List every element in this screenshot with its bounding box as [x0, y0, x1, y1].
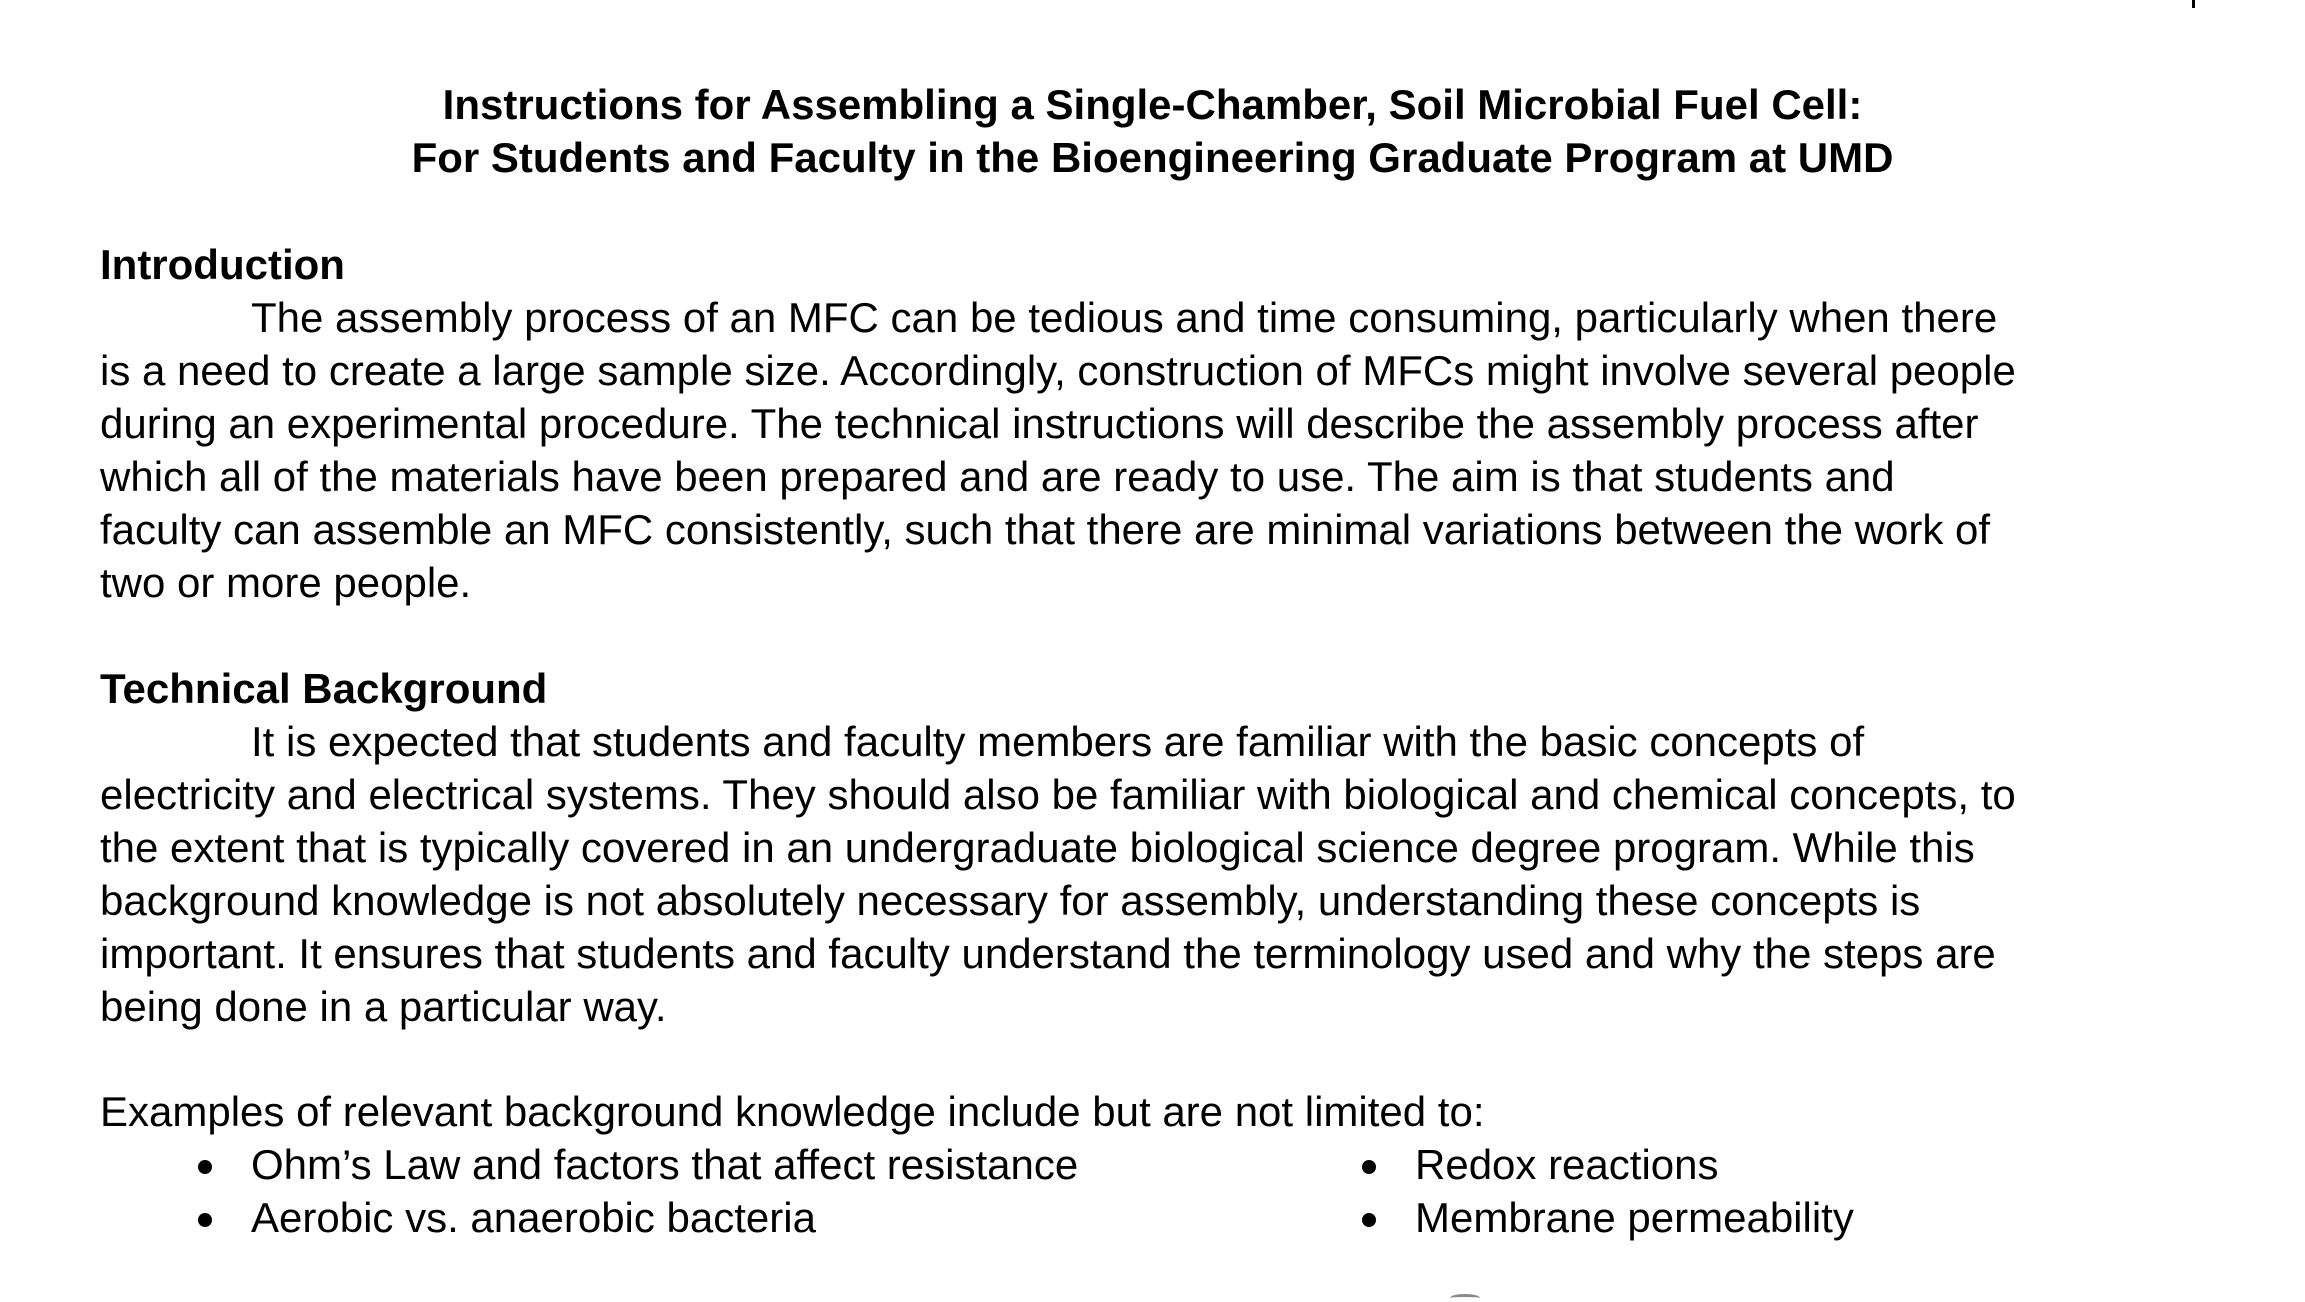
technical-background-line: background knowledge is not absolutely necessary for assembly, understanding these concepts is: [100, 877, 1921, 924]
document-title: [0, 78, 2305, 184]
introduction-line: faculty can assemble an MFC consistently, such that there are minimal variations between the work of: [100, 506, 1991, 553]
page-edge-mark: [2192, 0, 2195, 8]
examples-list-left: [196, 1138, 1078, 1244]
list-item: [196, 1138, 1078, 1191]
bullet-icon: [1362, 1160, 1376, 1174]
bullet-icon: [198, 1213, 212, 1227]
title-line-2: For Students and Faculty in the Bioengineering Graduate Program at UMD: [411, 134, 1894, 181]
list-item-label: Ohm’s Law and factors that affect resistance: [251, 1141, 1079, 1188]
bullet-icon: [198, 1160, 212, 1174]
technical-background-line: electricity and electrical systems. They should also be familiar with biological and chemical concepts, to: [100, 771, 2016, 818]
introduction-line: The assembly process of an MFC can be tedious and time consuming, particularly when there: [251, 294, 1998, 341]
technical-background-paragraph: [100, 715, 2230, 1033]
technical-background-line: It is expected that students and faculty members are familiar with the basic concepts of: [251, 718, 1865, 765]
examples-intro: Examples of relevant background knowledge include but are not limited to:: [100, 1088, 1485, 1135]
list-item-label: Aerobic vs. anaerobic bacteria: [251, 1194, 816, 1241]
technical-background-line: being done in a particular way.: [100, 983, 667, 1030]
technical-background-line: important. It ensures that students and faculty understand the terminology used and why the steps are: [100, 930, 1996, 977]
introduction-line: during an experimental procedure. The technical instructions will describe the assembly process after: [100, 400, 1979, 447]
introduction-paragraph: [100, 291, 2230, 609]
list-item: [1360, 1138, 1854, 1191]
list-item: [196, 1191, 1078, 1244]
bullet-icon: [1362, 1213, 1376, 1227]
page-number-fragment: [1450, 1294, 1480, 1302]
introduction-line: is a need to create a large sample size. Accordingly, construction of MFCs might involve several people: [100, 347, 2016, 394]
list-item-label: Redox reactions: [1415, 1141, 1719, 1188]
examples-list-right: [1360, 1138, 1854, 1244]
technical-background-heading: Technical Background: [100, 665, 548, 712]
title-line-1: Instructions for Assembling a Single-Chamber, Soil Microbial Fuel Cell:: [442, 81, 1863, 128]
technical-background-line: the extent that is typically covered in an undergraduate biological science degree program. While this: [100, 824, 1975, 871]
introduction-heading: Introduction: [100, 241, 345, 288]
list-item-label: Membrane permeability: [1415, 1194, 1854, 1241]
introduction-line: two or more people.: [100, 559, 472, 606]
list-item: [1360, 1191, 1854, 1244]
introduction-line: which all of the materials have been prepared and are ready to use. The aim is that students and: [100, 453, 1895, 500]
